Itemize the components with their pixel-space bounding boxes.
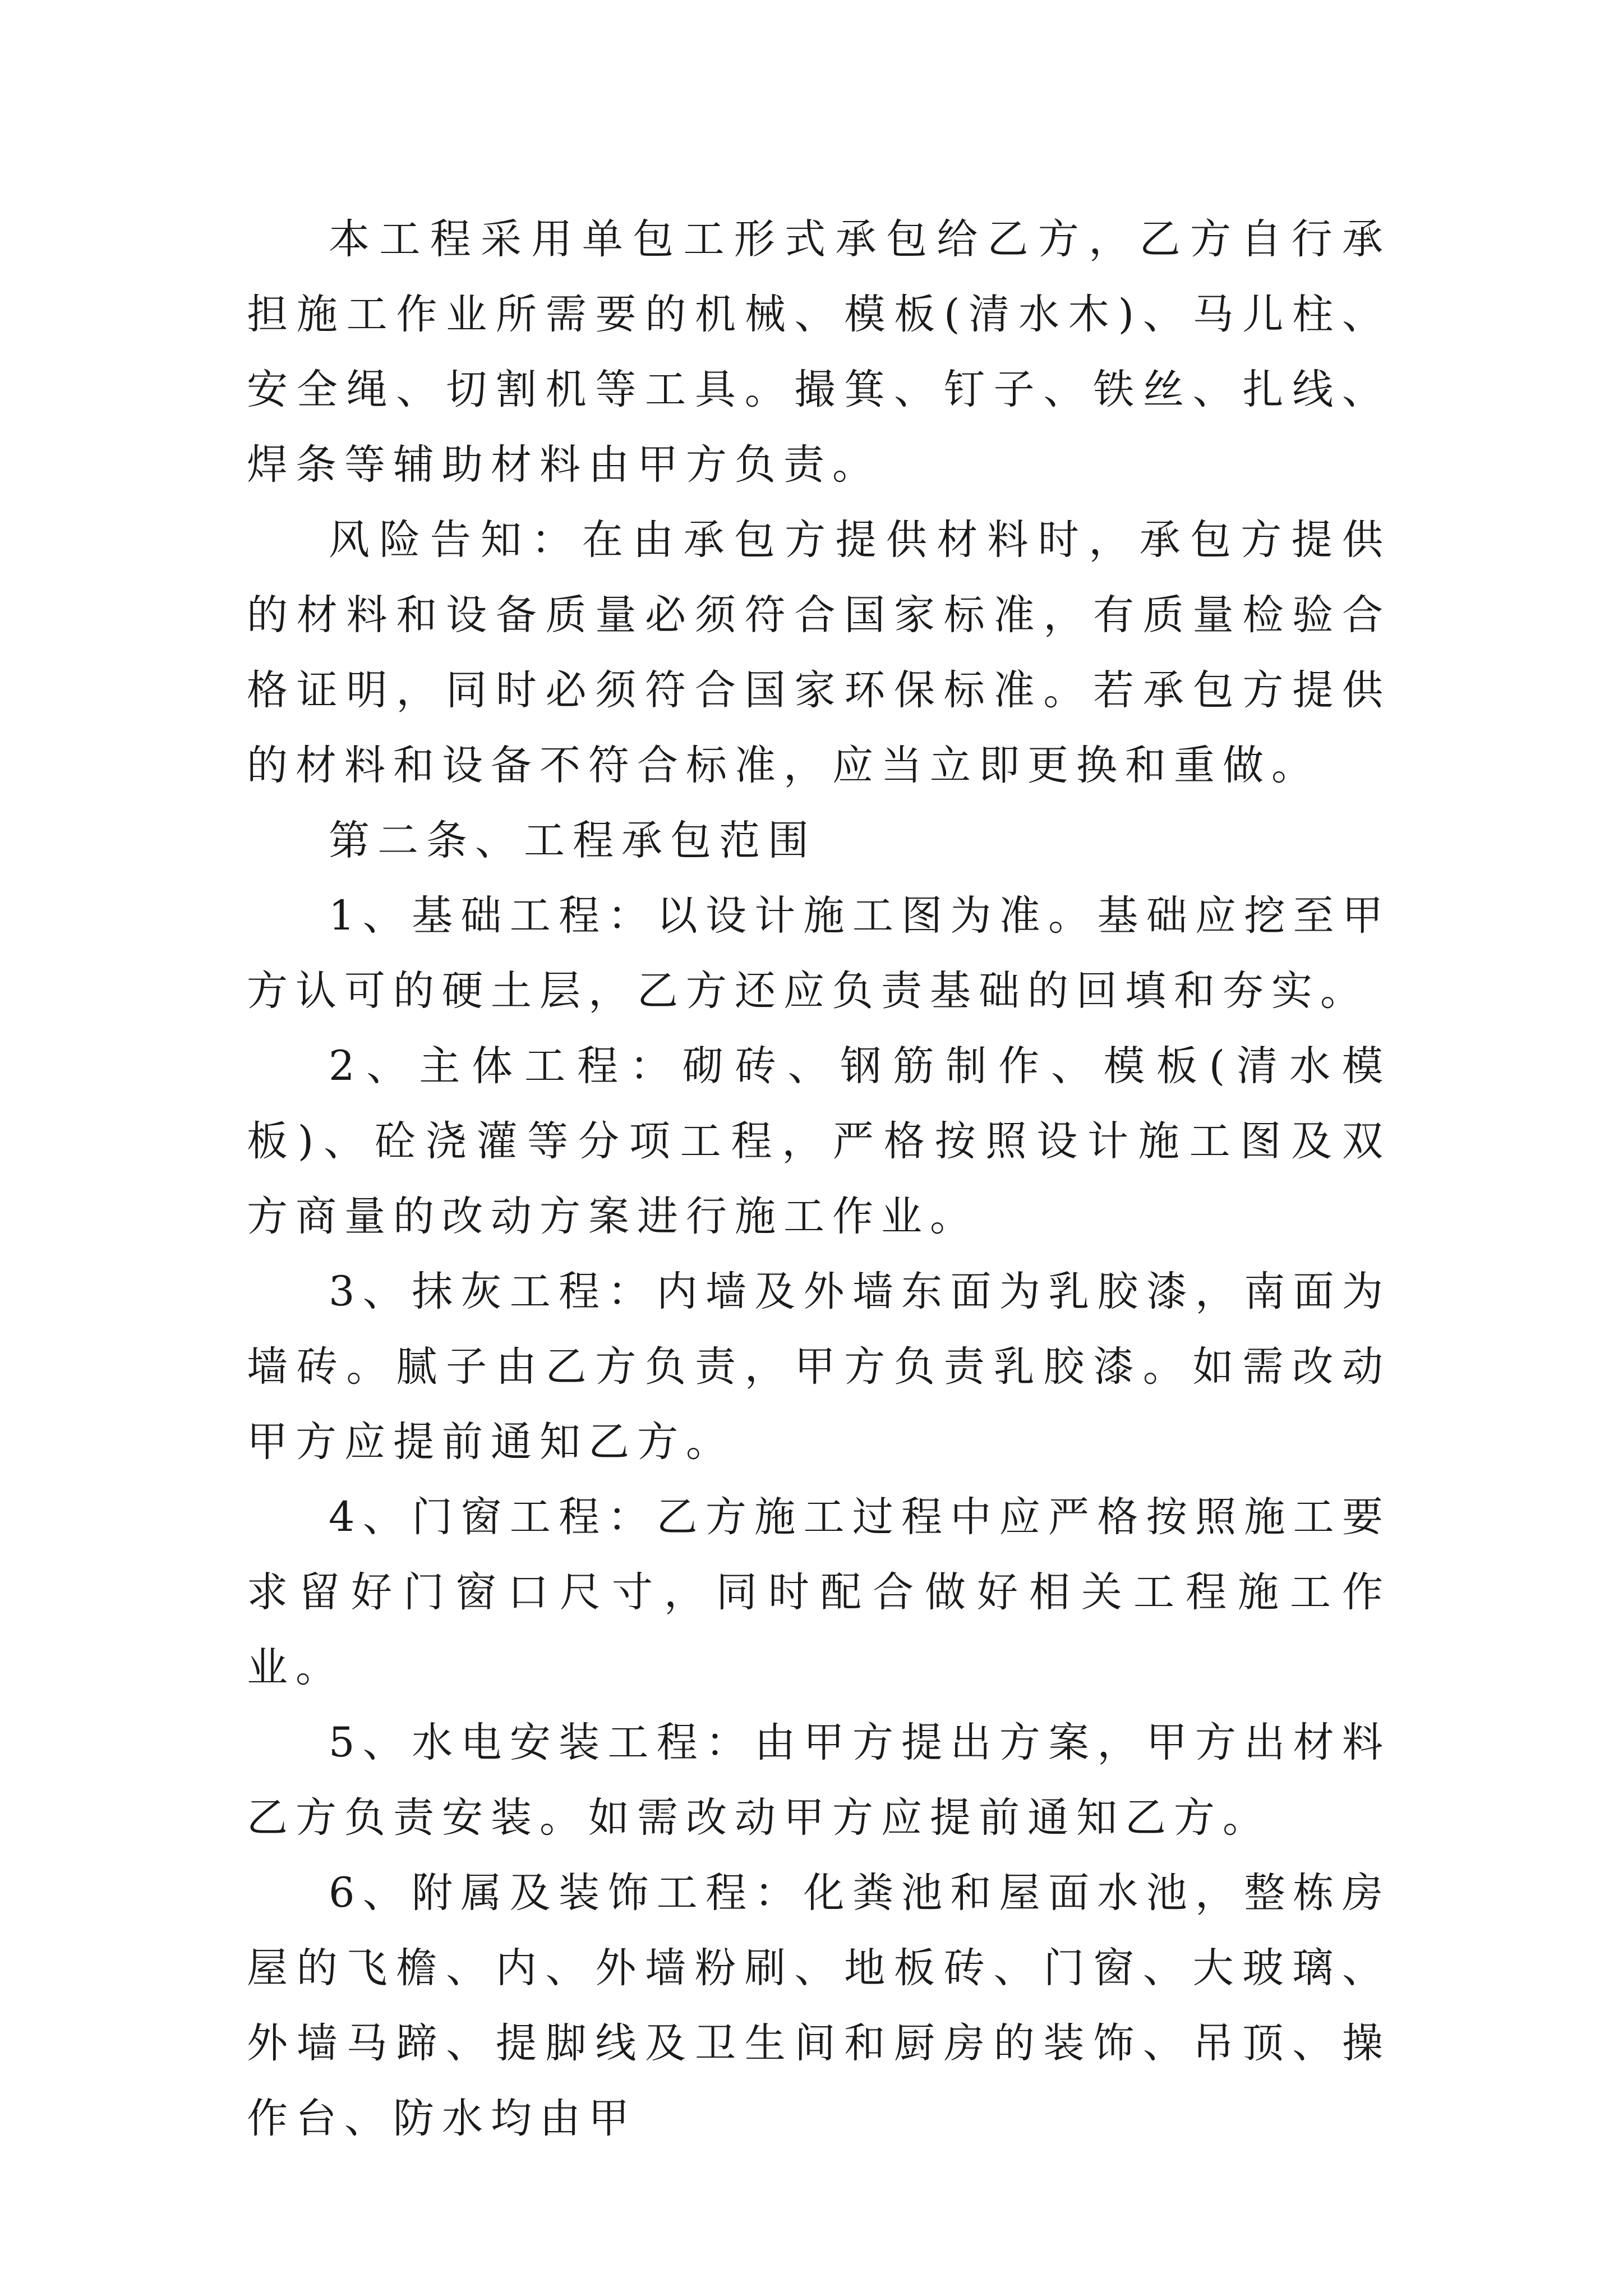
paragraph-item-4-doors-windows: 4、门窗工程：乙方施工过程中应严格按照施工要求留好门窗口尺寸，同时配合做好相关工程施工作业。 xyxy=(247,1493,1391,1691)
paragraph-item-6-decoration: 6、附属及装饰工程：化粪池和屋面水池，整栋房屋的飞檐、内、外墙粉刷、地板砖、门窗、大玻璃、外墙马蹄、提脚线及卫生间和厨房的装饰、吊顶、操作台、防水均由甲 xyxy=(247,1869,1391,2142)
paragraph-item-2-main-structure: 2、主体工程：砌砖、钢筋制作、模板(清水模板)、砼浇灌等分项工程，严格按照设计施工图及双方商量的改动方案进行施工作业。 xyxy=(247,1042,1391,1240)
paragraph-item-3-plastering: 3、抹灰工程：内墙及外墙东面为乳胶漆，南面为墙砖。腻子由乙方负责，甲方负责乳胶漆。如需改动甲方应提前通知乙方。 xyxy=(247,1268,1391,1466)
paragraph-risk-notice: 风险告知：在由承包方提供材料时，承包方提供的材料和设备质量必须符合国家标准，有质量检验合格证明，同时必须符合国家环保标准。若承包方提供的材料和设备不符合标准，应当立即更换和重做。 xyxy=(247,516,1391,789)
document-body xyxy=(247,202,1391,2156)
paragraph-item-1-foundation: 1、基础工程：以设计施工图为准。基础应挖至甲方认可的硬土层，乙方还应负责基础的回填和夯实。 xyxy=(247,892,1391,1015)
paragraph-item-5-plumbing-electrical: 5、水电安装工程：由甲方提出方案，甲方出材料乙方负责安装。如需改动甲方应提前通知乙方。 xyxy=(247,1719,1391,1842)
paragraph-materials: 本工程采用单包工形式承包给乙方，乙方自行承担施工作业所需要的机械、模板(清水木)、马儿柱、安全绳、切割机等工具。撮箕、钉子、铁丝、扎线、焊条等辅助材料由甲方负责。 xyxy=(247,215,1391,489)
section-heading-article-2: 第二条、工程承包范围 xyxy=(329,817,817,864)
